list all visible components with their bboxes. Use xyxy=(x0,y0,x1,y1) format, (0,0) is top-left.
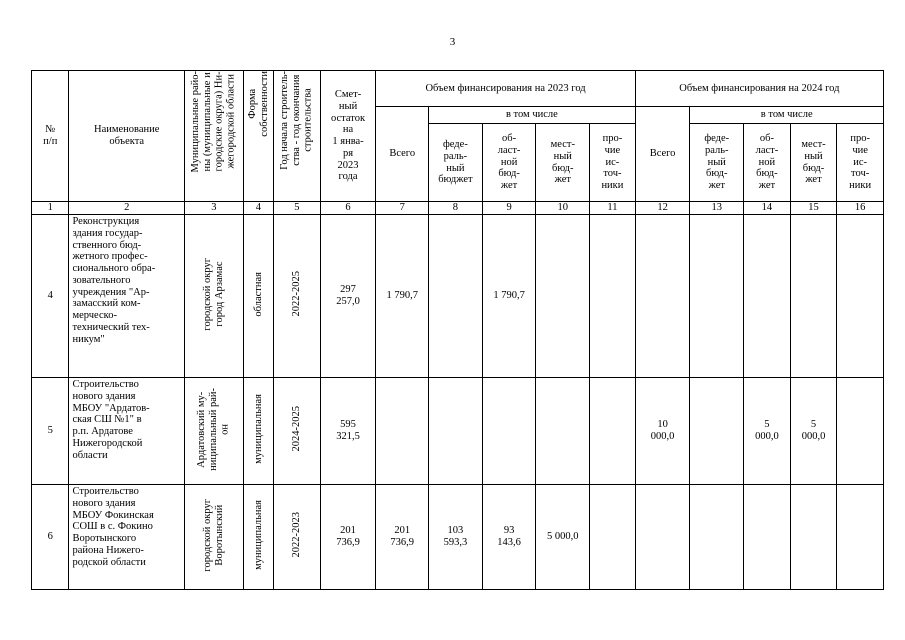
local-2023 xyxy=(536,215,590,378)
local-2024 xyxy=(790,485,837,590)
federal-2023 xyxy=(429,215,483,378)
years-cell: 2022-2025 xyxy=(274,215,321,378)
other-2024 xyxy=(837,485,884,590)
district-cell: городской округ город Арзамас xyxy=(184,215,243,378)
table-header xyxy=(32,71,884,202)
object-name: Строительство нового здания МБОУ "Ардатов- ская СШ №1" в р.п. Ардатове Нижегородской области xyxy=(69,378,184,485)
header-number: № п/п xyxy=(32,71,69,202)
header-regional-2024: об- ласт- ной бюд- жет xyxy=(744,124,791,202)
total-2024 xyxy=(635,215,690,378)
row-number: 4 xyxy=(32,215,69,378)
header-other-2024: про- чие ис- точ- ники xyxy=(837,124,884,202)
object-name: Строительство нового здания МБОУ Фокинская СОШ в с. Фокино Воротынского района Нижего- родской области xyxy=(69,485,184,590)
header-regional-2023: об- ласт- ной бюд- жет xyxy=(482,124,536,202)
regional-2023: 93 143,6 xyxy=(482,485,536,590)
federal-2023: 103 593,3 xyxy=(429,485,483,590)
row-number: 6 xyxy=(32,485,69,590)
column-number: 16 xyxy=(837,202,884,215)
column-number: 12 xyxy=(635,202,690,215)
header-financing-2023: Объем финансирования на 2023 год xyxy=(376,71,635,107)
column-number: 1 xyxy=(32,202,69,215)
regional-2024: 5 000,0 xyxy=(744,378,791,485)
column-number: 3 xyxy=(184,202,243,215)
total-2023 xyxy=(376,378,429,485)
column-number: 2 xyxy=(69,202,184,215)
district-cell: Ардатовский му- ниципальный рай- он xyxy=(184,378,243,485)
total-2024 xyxy=(635,485,690,590)
other-2023 xyxy=(590,215,636,378)
local-2024 xyxy=(790,215,837,378)
other-2024 xyxy=(837,215,884,378)
years-cell: 2024-2025 xyxy=(274,378,321,485)
header-including-2023: в том числе xyxy=(429,107,636,124)
page-number: 3 xyxy=(449,36,456,48)
estimate-remainder: 595 321,5 xyxy=(320,378,376,485)
district-cell: городской округ Воротынский xyxy=(184,485,243,590)
header-federal-2024: феде- раль- ный бюд- жет xyxy=(690,124,744,202)
regional-2023: 1 790,7 xyxy=(482,215,536,378)
column-number: 7 xyxy=(376,202,429,215)
federal-2024 xyxy=(690,485,744,590)
header-other-2023: про- чие ис- точ- ники xyxy=(590,124,636,202)
ownership-cell: областная xyxy=(243,215,273,378)
column-number: 14 xyxy=(744,202,791,215)
header-federal-2023: феде- раль- ный бюджет xyxy=(429,124,483,202)
local-2023: 5 000,0 xyxy=(536,485,590,590)
regional-2024 xyxy=(744,485,791,590)
header-years: Год начала строитель- ства - год окончания строительства xyxy=(274,71,321,202)
column-number: 11 xyxy=(590,202,636,215)
row-number: 5 xyxy=(32,378,69,485)
other-2023 xyxy=(590,378,636,485)
total-2023: 1 790,7 xyxy=(376,215,429,378)
column-number: 10 xyxy=(536,202,590,215)
header-financing-2024: Объем финансирования на 2024 год xyxy=(635,71,883,107)
column-number: 8 xyxy=(429,202,483,215)
federal-2024 xyxy=(690,378,744,485)
table-row xyxy=(32,215,884,378)
estimate-remainder: 201 736,9 xyxy=(320,485,376,590)
header-ownership: Форма собственности xyxy=(243,71,273,202)
table-row xyxy=(32,485,884,590)
column-number: 5 xyxy=(274,202,321,215)
years-cell: 2022-2023 xyxy=(274,485,321,590)
other-2024 xyxy=(837,378,884,485)
header-local-2024: мест- ный бюд- жет xyxy=(790,124,837,202)
column-number: 13 xyxy=(690,202,744,215)
federal-2023 xyxy=(429,378,483,485)
regional-2024 xyxy=(744,215,791,378)
column-number-row xyxy=(32,202,884,215)
header-object-name: Наименование объекта xyxy=(69,71,184,202)
header-total-2023: Всего xyxy=(376,107,429,202)
header-including-2024: в том числе xyxy=(690,107,884,124)
federal-2024 xyxy=(690,215,744,378)
ownership-cell: муниципальная xyxy=(243,485,273,590)
column-number: 9 xyxy=(482,202,536,215)
column-number: 6 xyxy=(320,202,376,215)
table-row xyxy=(32,378,884,485)
other-2023 xyxy=(590,485,636,590)
object-name: Реконструкция здания государ- ственного бюд- жетного профес- сионального обра- зовательного учреждения "Ар- замасский ком- мерческо- технический тех- никум" xyxy=(69,215,184,378)
header-district: Муниципальные райо- ны (муниципальные и городские округа) Ни- жегородской области xyxy=(184,71,243,202)
column-number: 4 xyxy=(243,202,273,215)
header-local-2023: мест- ный бюд- жет xyxy=(536,124,590,202)
local-2023 xyxy=(536,378,590,485)
total-2024: 10 000,0 xyxy=(635,378,690,485)
header-total-2024: Всего xyxy=(635,107,690,202)
header-estimate-remainder: Смет- ный остаток на 1 янва- ря 2023 года xyxy=(320,71,376,202)
total-2023: 201 736,9 xyxy=(376,485,429,590)
ownership-cell: муниципальная xyxy=(243,378,273,485)
local-2024: 5 000,0 xyxy=(790,378,837,485)
estimate-remainder: 297 257,0 xyxy=(320,215,376,378)
regional-2023 xyxy=(482,378,536,485)
financing-table xyxy=(31,70,884,590)
column-number: 15 xyxy=(790,202,837,215)
